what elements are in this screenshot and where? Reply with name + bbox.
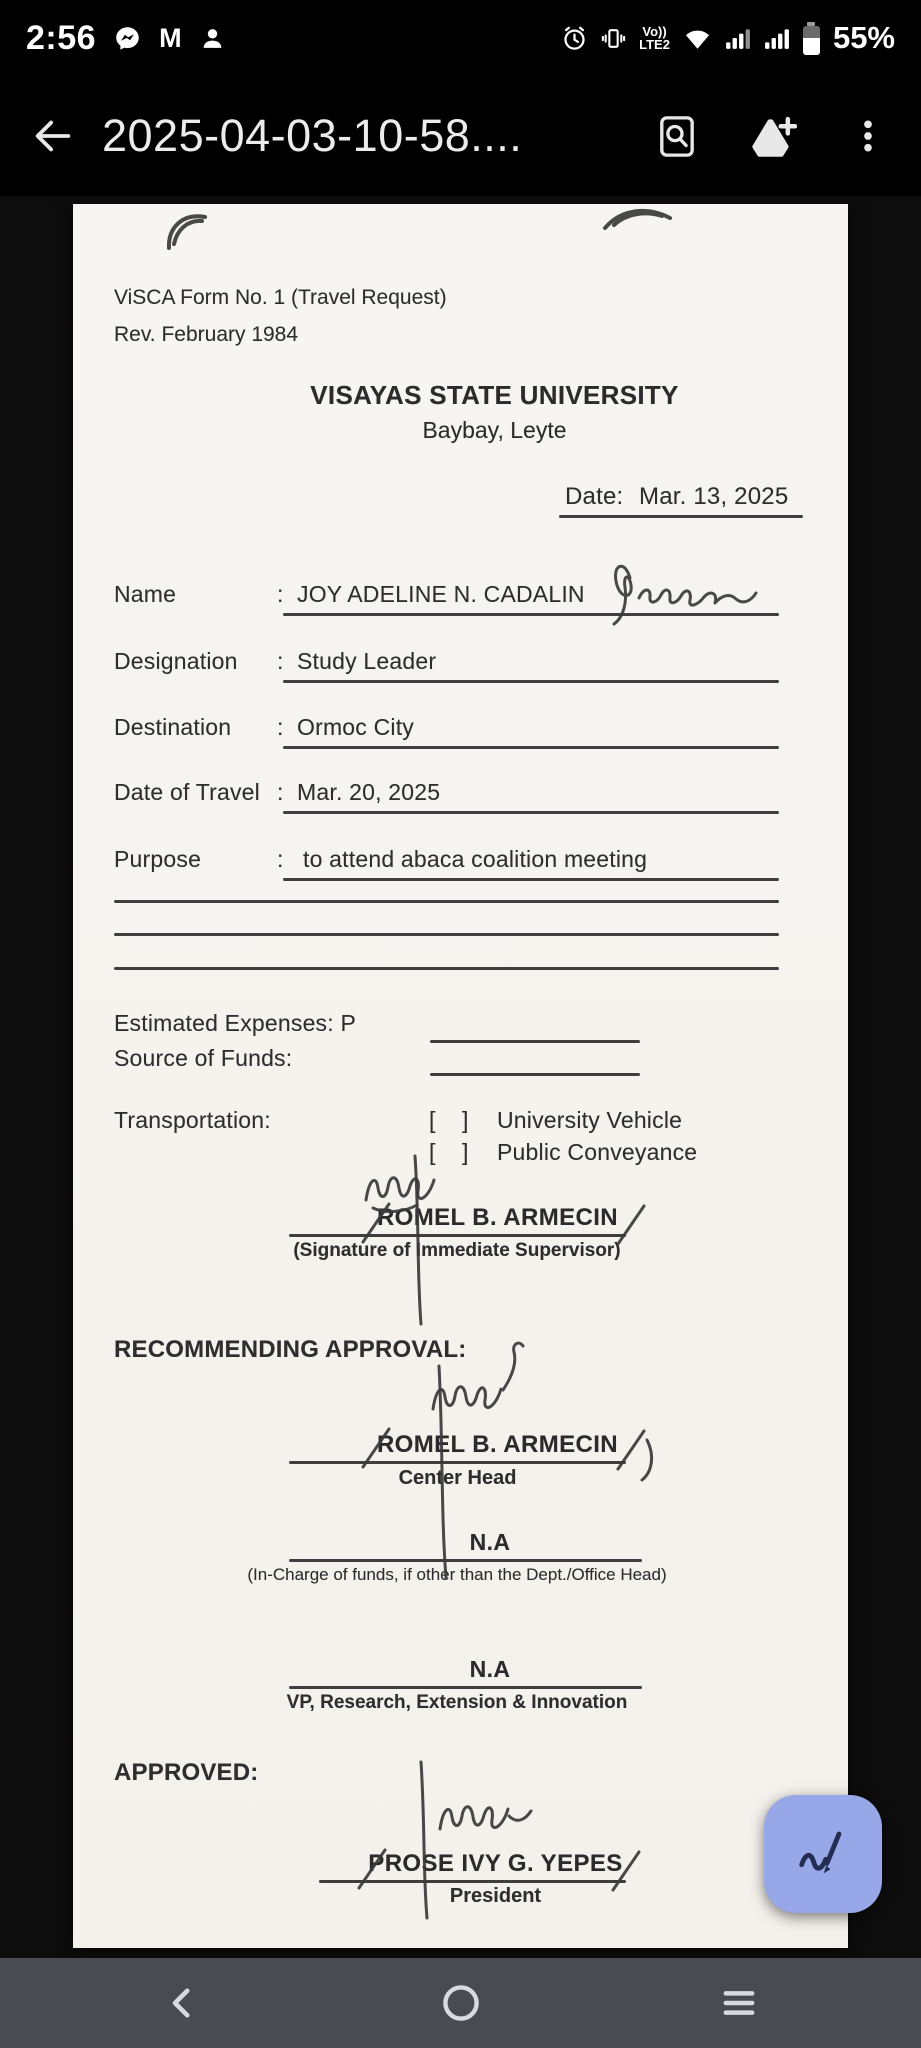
estimated-expenses-label: Estimated Expenses: P [114, 1010, 356, 1036]
date-label: Date: [565, 483, 624, 510]
clock: 2:56 [26, 18, 97, 57]
purpose-label: Purpose [114, 846, 202, 872]
university-vehicle-checkbox: [ ] [429, 1107, 469, 1133]
person-icon [200, 26, 225, 51]
add-to-drive-icon [748, 112, 797, 161]
signal-icon [764, 25, 790, 51]
designation-value: Study Leader [297, 648, 437, 674]
funds-in-charge-underline [289, 1559, 642, 1562]
blank-line [114, 900, 779, 903]
university-heading: VISAYAS STATE UNIVERSITY [310, 380, 679, 410]
home-circle-icon [439, 1981, 483, 2025]
public-conveyance-checkbox: [ ] [429, 1139, 469, 1165]
purpose-value: to attend abaca coalition meeting [303, 846, 648, 872]
annotate-fab-button[interactable] [764, 1795, 882, 1913]
messenger-icon [114, 25, 141, 52]
funds-in-charge-caption: (In-Charge of funds, if other than the Dept./Office Head) [247, 1565, 667, 1584]
travel-date-label: Date of Travel [114, 779, 260, 805]
back-arrow-icon [30, 113, 76, 159]
scanned-page [73, 204, 848, 1948]
name-signature [639, 590, 756, 605]
supervisor-underline [289, 1234, 626, 1237]
recents-menu-icon [718, 1982, 760, 2024]
travel-date-colon: : [277, 779, 284, 805]
recommending-approval-label: RECOMMENDING APPROVAL: [114, 1336, 467, 1363]
destination-colon: : [277, 714, 284, 740]
battery-nub [807, 22, 815, 26]
back-chevron-icon [161, 1982, 203, 2024]
source-of-funds-line [430, 1073, 640, 1076]
vp-underline [289, 1686, 642, 1689]
date-value: Mar. 13, 2025 [639, 483, 789, 510]
add-to-drive-button[interactable] [743, 107, 801, 165]
blank-line [114, 933, 779, 936]
approved-label: APPROVED: [114, 1759, 259, 1786]
president-underline [319, 1880, 626, 1883]
date-underline [559, 515, 803, 518]
nav-recents-button[interactable] [707, 1971, 771, 2035]
purpose-underline [283, 878, 779, 881]
app-bar [0, 76, 921, 196]
search-in-document-icon [653, 113, 700, 160]
status-bar [0, 0, 921, 76]
center-head-name: ROMEL B. ARMECIN [376, 1431, 619, 1458]
pen-annotate-icon [791, 1822, 855, 1886]
center-head-title: Center Head [398, 1467, 517, 1489]
president-name: PROSE IVY G. YEPES [368, 1850, 623, 1877]
navigation-bar [0, 1958, 921, 2048]
president-title: President [449, 1885, 542, 1907]
designation-underline [283, 680, 779, 683]
form-revision: Rev. February 1984 [114, 323, 299, 346]
designation-colon: : [277, 648, 284, 674]
battery-level [803, 26, 820, 55]
overflow-menu-icon [848, 116, 888, 156]
signal-icon [725, 25, 751, 51]
destination-label: Destination [114, 714, 232, 740]
document-title: 2025-04-03-10-58.... [102, 110, 523, 161]
wifi-icon [683, 24, 712, 53]
supervisor-name: ROMEL B. ARMECIN [376, 1204, 619, 1231]
name-underline [283, 613, 779, 616]
volte-top-label: Vo)) [642, 24, 667, 39]
pen-hook-stroke [503, 1343, 523, 1390]
status-bar-right [561, 20, 895, 56]
status-bar-left [26, 19, 225, 58]
purpose-colon: : [277, 846, 284, 872]
battery-icon [803, 22, 820, 55]
destination-underline [283, 746, 779, 749]
pen-scuff-top-left [169, 216, 205, 248]
name-label: Name [114, 581, 177, 607]
transportation-label: Transportation: [114, 1107, 271, 1133]
travel-date-underline [283, 811, 779, 814]
alarm-icon [561, 25, 588, 52]
funds-in-charge-name: N.A [469, 1529, 511, 1555]
overflow-menu-button[interactable] [839, 107, 897, 165]
president-signature [440, 1807, 531, 1829]
nav-back-button[interactable] [150, 1971, 214, 2035]
pen-scuff-top-right [605, 211, 670, 228]
gmail-icon: M [159, 22, 182, 53]
volte-indicator [639, 25, 670, 51]
name-colon: : [277, 581, 284, 607]
nav-home-button[interactable] [429, 1971, 493, 2035]
volte-bottom-label: LTE2 [639, 37, 670, 52]
form-number: ViSCA Form No. 1 (Travel Request) [114, 286, 447, 309]
battery-percent: 55% [832, 20, 895, 55]
vibrate-icon [601, 26, 626, 51]
back-button[interactable] [24, 107, 82, 165]
center-head-signature [433, 1387, 501, 1409]
vp-title: VP, Research, Extension & Innovation [286, 1692, 628, 1713]
blank-line [114, 967, 779, 970]
destination-value: Ormoc City [297, 714, 414, 740]
search-in-document-button[interactable] [647, 107, 705, 165]
app-bar-actions [647, 107, 897, 165]
university-vehicle-label: University Vehicle [497, 1107, 683, 1133]
designation-label: Designation [114, 648, 238, 674]
vp-name: N.A [469, 1656, 511, 1682]
supervisor-caption: (Signature of Immediate Supervisor) [293, 1240, 621, 1261]
public-conveyance-label: Public Conveyance [497, 1139, 698, 1165]
center-head-underline [289, 1461, 626, 1464]
name-value: JOY ADELINE N. CADALIN [297, 581, 585, 607]
travel-date-value: Mar. 20, 2025 [297, 779, 441, 805]
campus-subheading: Baybay, Leyte [422, 417, 567, 443]
document-viewport[interactable] [0, 196, 921, 1958]
source-of-funds-label: Source of Funds: [114, 1045, 293, 1071]
estimated-expenses-line [430, 1040, 640, 1043]
